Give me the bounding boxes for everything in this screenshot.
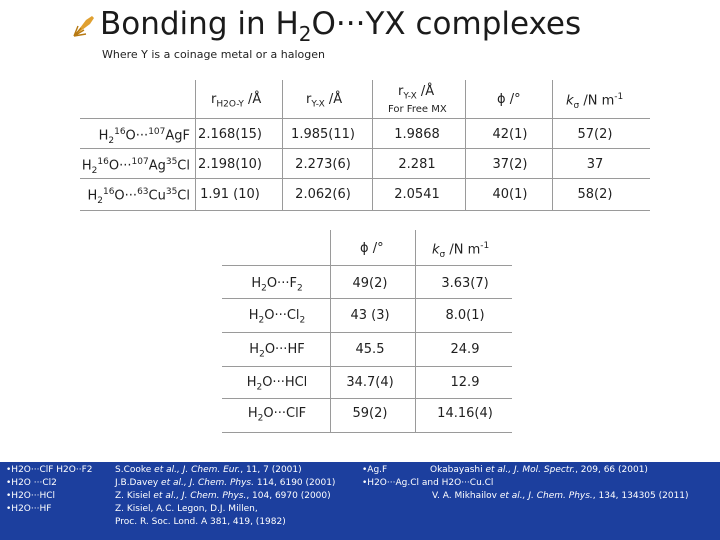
table-cell: 12.9 [450,375,480,390]
table-cell: 49(2) [352,276,388,291]
divider [372,80,373,210]
footer-reference: Proc. R. Soc. Lond. A 381, 419, (1982) [115,517,286,527]
footer-reference: V. A. Mikhailov et al., J. Chem. Phys., 134, 134305 (2011) [432,491,689,501]
table-cell: 34.7(4) [346,375,394,390]
divider [222,332,512,333]
table-cell: 1.91 (10) [200,187,260,202]
table-cell: 58(2) [577,187,613,202]
table-cell: 3.63(7) [441,276,489,291]
divider [465,80,466,210]
table-row-label: $H_2^{16}O\cdot\cdot\cdot^{63}Cu^{35}Cl$ [87,187,190,206]
divider [80,148,650,149]
table-cell: 2.0541 [394,187,440,202]
footer-reference: Okabayashi et al., J. Mol. Spectr., 209, 66 (2001) [430,465,648,475]
table-cell: 37(2) [492,157,528,172]
divider [222,398,512,399]
table-row-label: $H_2O\cdot\cdot\cdot Cl_2$ [248,308,306,326]
footer-item: •H2O···HF [6,504,52,514]
page-title: Bonding in $H_2O\cdot\cdot\cdot YX$ complexes [100,6,582,47]
table-cell: 37 [586,157,604,172]
divider [552,80,553,210]
footer-reference: Z. Kisiel et al., J. Chem. Phys., 104, 6970 (2000) [115,491,331,501]
footer-item: •H2O···HCl [6,491,56,501]
references-footer [0,462,720,540]
footer-item: •Ag.F [362,465,388,475]
header-phi: ϕ /° [360,241,384,256]
table-cell: 2.198(10) [198,157,262,172]
divider [282,80,283,210]
table-cell: 43 (3) [350,308,390,323]
divider [222,265,512,266]
table-cell: 59(2) [352,406,388,421]
divider [415,230,416,432]
table-row-label: $H_2O\cdot\cdot\cdot ClF$ [247,406,307,424]
divider [222,366,512,367]
divider [222,432,512,433]
table-cell: 2.168(15) [198,127,262,142]
table-cell: 2.062(6) [295,187,351,202]
pen-nib-icon [72,14,96,38]
table-row-label: $H_2O\cdot\cdot\cdot HF$ [249,342,305,360]
table-row-label: $H_2O\cdot\cdot\cdot F_2$ [251,276,303,294]
page-subtitle: Where Y is a coinage metal or a halogen [102,48,325,61]
divider [330,230,331,432]
footer-item: •H2O ···Cl2 [6,478,57,488]
footer-reference: J.B.Davey et al., J. Chem. Phys. 114, 6190 (2001) [115,478,336,488]
table-cell: 8.0(1) [445,308,485,323]
header-k-sigma: $k_\sigma$ /N $m^{-1}$ [432,241,490,260]
header-phi: ϕ /° [497,92,521,107]
divider [80,118,650,119]
header-r-h2o-y: $r_{H2O-Y}$ /Å [211,92,262,110]
divider [195,80,196,210]
table-cell: 2.281 [398,157,436,172]
footer-reference: S.Cooke et al., J. Chem. Eur., 11, 7 (2001) [115,465,302,475]
header-r-y-x: $r_{Y-X}$ /Å [306,92,343,110]
table-cell: 57(2) [577,127,613,142]
header-r-yx-free: $r_{Y-X}$ /Å [398,84,435,102]
table-cell: 1.9868 [394,127,440,142]
table-cell: 40(1) [492,187,528,202]
table-cell: 1.985(11) [291,127,355,142]
table-cell: 24.9 [450,342,480,357]
table-row-label: $H_2^{16}O\cdot\cdot\cdot^{107}Ag^{35}Cl$ [81,157,190,176]
footer-item: •H2O···ClF H2O··F2 [6,465,93,475]
table-row-label: $H_2O\cdot\cdot\cdot HCl$ [246,375,308,393]
divider [80,210,650,211]
table-row-label: $H_2^{16}O\cdot\cdot\cdot^{107}AgF$ [98,127,190,146]
table-cell: 14.16(4) [437,406,493,421]
divider [222,298,512,299]
header-r-yx-free-note: For Free MX [388,104,447,115]
footer-item: •H2O···Ag.Cl and H2O···Cu.Cl [362,478,494,488]
table-cell: 42(1) [492,127,528,142]
footer-reference: Z. Kisiel, A.C. Legon, D.J. Millen, [115,504,258,514]
table-cell: 45.5 [355,342,385,357]
table-cell: 2.273(6) [295,157,351,172]
header-k-sigma: $k_\sigma$ /N $m^{-1}$ [566,92,624,111]
divider [80,178,650,179]
